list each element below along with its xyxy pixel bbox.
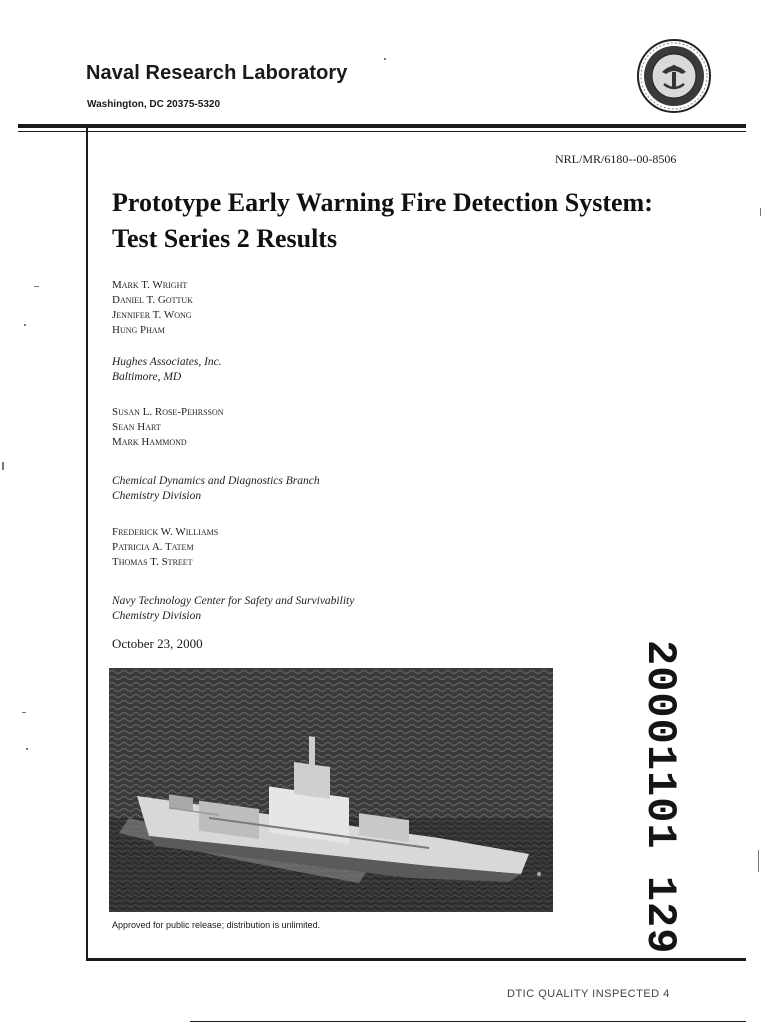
ship-photo [109, 668, 553, 912]
author-name: Mark Hammond [112, 436, 187, 448]
report-title: Prototype Early Warning Fire Detection System: Test Series 2 Results [112, 188, 653, 253]
scan-speck [760, 208, 761, 216]
author-name: Mark T. Wright [112, 279, 188, 291]
affiliation-line: Navy Technology Center for Safety and Survivability [112, 595, 355, 607]
affiliation-3 [112, 594, 354, 624]
author-list-2 [112, 405, 224, 450]
accession-number: 20001101 129 [636, 640, 684, 955]
scan-speck [384, 58, 386, 60]
author-name: Hung Pham [112, 324, 165, 336]
affiliation-line: Baltimore, MD [112, 371, 182, 383]
author-name: Frederick W. Williams [112, 526, 219, 538]
header-rule-thin [18, 131, 746, 132]
affiliation-2 [112, 474, 320, 504]
report-date: October 23, 2000 [112, 636, 203, 651]
scan-speck [2, 462, 4, 470]
author-name: Daniel T. Gottuk [112, 294, 193, 306]
affiliation-line: Chemistry Division [112, 610, 202, 622]
frame-left-rule [86, 128, 88, 960]
affiliation-line: Hughes Associates, Inc. [112, 356, 222, 368]
author-list-1 [112, 278, 193, 338]
release-statement: Approved for public release; distribution is unlimited. [112, 920, 321, 930]
author-name: Patricia A. Tatem [112, 541, 194, 553]
author-name: Susan L. Rose-Pehrsson [112, 406, 224, 418]
report-number: NRL/MR/6180--00-8506 [555, 152, 677, 166]
scan-speck [24, 324, 26, 326]
footer-rule [190, 1021, 746, 1022]
author-name: Jennifer T. Wong [112, 309, 192, 321]
dtic-quality-stamp: DTIC QUALITY INSPECTED 4 [507, 988, 670, 1000]
lab-name: Naval Research Laboratory [86, 62, 348, 84]
scan-speck [26, 748, 28, 750]
author-name: Thomas T. Street [112, 556, 193, 568]
navy-seal-icon [636, 38, 712, 114]
scan-speck [758, 850, 759, 872]
author-name: Sean Hart [112, 421, 161, 433]
affiliation-line: Chemical Dynamics and Diagnostics Branch [112, 475, 320, 487]
affiliation-1 [112, 355, 222, 385]
lab-address: Washington, DC 20375-5320 [87, 99, 221, 110]
frame-bottom-rule [86, 958, 746, 961]
scan-speck [22, 712, 26, 713]
header-rule [18, 124, 746, 128]
author-list-3 [112, 525, 218, 570]
scan-speck [34, 286, 39, 287]
affiliation-line: Chemistry Division [112, 490, 202, 502]
